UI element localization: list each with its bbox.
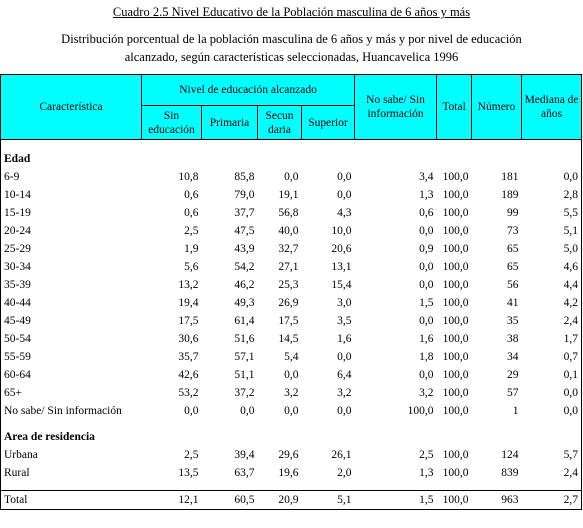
- cell-no-sabe: 1,8: [419, 351, 434, 363]
- cell-primaria: 47,5: [234, 225, 255, 237]
- cell-secundaria: 32,7: [278, 243, 299, 255]
- cell-sin-educacion: 19,4: [178, 297, 199, 309]
- row-label: Total: [1, 491, 142, 510]
- table-row: [1, 186, 582, 204]
- cell-no-sabe: 1,3: [419, 189, 434, 201]
- cell-total: 100,0: [442, 333, 469, 345]
- cell-sin-educacion: 0,0: [184, 405, 199, 417]
- cell-primaria: 85,8: [234, 171, 255, 183]
- header-secundaria: Secun daria: [258, 106, 302, 140]
- header-superior: Superior: [302, 106, 355, 140]
- cell-numero: 181: [501, 171, 519, 183]
- cell-secundaria: 26,9: [278, 297, 299, 309]
- cell-superior: 26,1: [331, 449, 352, 461]
- cell-total: 100,0: [442, 261, 469, 273]
- cell-mediana: 4,2: [522, 294, 582, 312]
- cell-total: 100,0: [442, 225, 469, 237]
- cell-secundaria: 14,5: [278, 333, 299, 345]
- cell-superior: 1,6: [337, 333, 352, 345]
- table-row: [1, 446, 582, 464]
- cell-total: 100,0: [442, 243, 469, 255]
- cell-total: 100,0: [442, 297, 469, 309]
- row-label: 15-19: [1, 204, 142, 222]
- cell-superior: 4,3: [337, 207, 352, 219]
- table-row: [1, 348, 582, 366]
- cell-total: 100,0: [437, 491, 472, 510]
- cell-superior: 3,2: [337, 387, 352, 399]
- cell-numero: 29: [507, 369, 519, 381]
- cell-primaria: 39,4: [234, 449, 255, 461]
- cell-superior: 20,6: [331, 243, 352, 255]
- cell-primaria: 61,4: [234, 315, 255, 327]
- table-row: [1, 222, 582, 240]
- cell-mediana: 5,5: [522, 204, 582, 222]
- cell-sin-educacion: 42,6: [178, 369, 199, 381]
- row-label: 10-14: [1, 186, 142, 204]
- cell-sin-educacion: 2,5: [184, 449, 199, 461]
- table-row: [1, 312, 582, 330]
- cell-numero: 56: [507, 279, 519, 291]
- table-row: [1, 168, 582, 186]
- row-label: Urbana: [1, 446, 142, 464]
- cell-primaria: 51,1: [234, 369, 255, 381]
- row-label: No sabe/ Sin información: [1, 402, 142, 420]
- cell-numero: 99: [507, 207, 519, 219]
- row-label: 55-59: [1, 348, 142, 366]
- cell-mediana: 4,4: [522, 276, 582, 294]
- cell-superior: 0,0: [337, 171, 352, 183]
- cell-total: 100,0: [442, 279, 469, 291]
- cell-mediana: 4,6: [522, 258, 582, 276]
- education-table: [0, 74, 582, 510]
- cell-secundaria: 3,2: [284, 387, 299, 399]
- cell-total: 100,0: [442, 369, 469, 381]
- cell-superior: 3,0: [337, 297, 352, 309]
- cell-numero: 189: [501, 189, 519, 201]
- cell-primaria: 49,3: [234, 297, 255, 309]
- table-row: [1, 240, 582, 258]
- cell-no-sabe: 1,5: [355, 491, 437, 510]
- cell-primaria: 0,0: [240, 405, 255, 417]
- cell-sin-educacion: 10,8: [178, 171, 199, 183]
- cell-no-sabe: 3,2: [419, 387, 434, 399]
- cell-primaria: 57,1: [234, 351, 255, 363]
- cell-primaria: 51,6: [234, 333, 255, 345]
- cell-secundaria: 40,0: [278, 225, 299, 237]
- cell-superior: 0,0: [337, 405, 352, 417]
- cell-no-sabe: 1,5: [419, 297, 434, 309]
- row-label: 60-64: [1, 366, 142, 384]
- cell-mediana: 5,0: [522, 240, 582, 258]
- row-label: 50-54: [1, 330, 142, 348]
- cell-no-sabe: 0,0: [419, 279, 434, 291]
- table-row: [1, 491, 582, 510]
- cell-secundaria: 0,0: [284, 405, 299, 417]
- cell-sin-educacion: 30,6: [178, 333, 199, 345]
- cell-primaria: 60,5: [202, 491, 258, 510]
- cell-superior: 15,4: [331, 279, 352, 291]
- row-label: 20-24: [1, 222, 142, 240]
- cell-secundaria: 5,4: [284, 351, 299, 363]
- cell-numero: 963: [472, 491, 522, 510]
- cell-numero: 65: [507, 243, 519, 255]
- cell-no-sabe: 1,3: [419, 467, 434, 479]
- cell-total: 100,0: [442, 467, 469, 479]
- cell-sin-educacion: 2,5: [184, 225, 199, 237]
- cell-no-sabe: 0,0: [419, 225, 434, 237]
- cell-numero: 38: [507, 333, 519, 345]
- header-numero: Número: [472, 75, 522, 140]
- cell-sin-educacion: 13,2: [178, 279, 199, 291]
- header-caracteristica: Característica: [1, 75, 142, 140]
- row-label: 25-29: [1, 240, 142, 258]
- table-row: [1, 402, 582, 420]
- cell-mediana: 2,4: [522, 464, 582, 482]
- cell-secundaria: 25,3: [278, 279, 299, 291]
- table-row: [1, 384, 582, 402]
- cell-mediana: 0,1: [522, 366, 582, 384]
- table-row: [1, 276, 582, 294]
- cell-total: 100,0: [442, 171, 469, 183]
- cell-mediana: 2,8: [522, 186, 582, 204]
- section-edad: [1, 150, 582, 168]
- cell-total: 100,0: [442, 189, 469, 201]
- cell-sin-educacion: 17,5: [178, 315, 199, 327]
- table-row: [1, 204, 582, 222]
- cell-no-sabe: 0,0: [419, 369, 434, 381]
- cell-mediana: 2,7: [522, 491, 582, 510]
- header-nivel: Nivel de educación alcanzado: [142, 75, 355, 106]
- cell-mediana: 1,7: [522, 330, 582, 348]
- table-row: [1, 464, 582, 482]
- header-primaria: Primaria: [202, 106, 258, 140]
- table-subtitle-line2: alcanzado, según características seleccionadas, Huancavelica 1996: [124, 50, 459, 64]
- cell-mediana: 0,0: [522, 168, 582, 186]
- row-label: 45-49: [1, 312, 142, 330]
- cell-secundaria: 0,0: [284, 369, 299, 381]
- cell-primaria: 46,2: [234, 279, 255, 291]
- cell-no-sabe: 100,0: [407, 405, 434, 417]
- cell-primaria: 63,7: [234, 467, 255, 479]
- cell-mediana: 0,0: [522, 402, 582, 420]
- cell-superior: 6,4: [337, 369, 352, 381]
- cell-primaria: 43,9: [234, 243, 255, 255]
- section-area: [1, 428, 582, 446]
- cell-mediana: 0,0: [522, 384, 582, 402]
- header-total: Total: [437, 75, 472, 140]
- cell-sin-educacion: 1,9: [184, 243, 199, 255]
- cell-no-sabe: 0,6: [419, 207, 434, 219]
- cell-no-sabe: 0,0: [419, 315, 434, 327]
- table-row: [1, 258, 582, 276]
- cell-sin-educacion: 0,6: [184, 189, 199, 201]
- cell-sin-educacion: 35,7: [178, 351, 199, 363]
- section-area-label: Area de residencia: [1, 428, 582, 446]
- cell-sin-educacion: 13,5: [178, 467, 199, 479]
- row-label: 6-9: [1, 168, 142, 186]
- table-row: [1, 330, 582, 348]
- cell-mediana: 2,4: [522, 312, 582, 330]
- cell-numero: 57: [507, 387, 519, 399]
- row-label: 35-39: [1, 276, 142, 294]
- cell-superior: 2,0: [337, 467, 352, 479]
- cell-numero: 839: [501, 467, 519, 479]
- header-mediana: Mediana de años: [522, 75, 582, 140]
- cell-secundaria: 19,1: [278, 189, 299, 201]
- cell-mediana: 0,7: [522, 348, 582, 366]
- cell-numero: 124: [501, 449, 519, 461]
- cell-primaria: 37,2: [234, 387, 255, 399]
- cell-primaria: 54,2: [234, 261, 255, 273]
- table-row: [1, 366, 582, 384]
- cell-superior: 0,0: [337, 351, 352, 363]
- cell-sin-educacion: 5,6: [184, 261, 199, 273]
- cell-superior: 3,5: [337, 315, 352, 327]
- header-sin-educacion: Sin educación: [142, 106, 202, 140]
- cell-secundaria: 27,1: [278, 261, 299, 273]
- cell-secundaria: 19,6: [278, 467, 299, 479]
- table-subtitle-line1: Distribución porcentual de la población masculina de 6 años y más y por nivel de educación: [61, 32, 522, 46]
- cell-no-sabe: 1,6: [419, 333, 434, 345]
- cell-numero: 35: [507, 315, 519, 327]
- cell-numero: 1: [512, 405, 519, 417]
- cell-superior: 13,1: [331, 261, 352, 273]
- row-label: 65+: [1, 384, 142, 402]
- cell-numero: 65: [507, 261, 519, 273]
- cell-sin-educacion: 53,2: [178, 387, 199, 399]
- cell-mediana: 5,1: [522, 222, 582, 240]
- cell-numero: 41: [507, 297, 519, 309]
- cell-sin-educacion: 12,1: [142, 491, 202, 510]
- cell-secundaria: 56,8: [278, 207, 299, 219]
- cell-primaria: 79,0: [234, 189, 255, 201]
- cell-secundaria: 29,6: [278, 449, 299, 461]
- cell-total: 100,0: [442, 405, 469, 417]
- cell-primaria: 37,7: [234, 207, 255, 219]
- cell-superior: 10,0: [331, 225, 352, 237]
- cell-no-sabe: 2,5: [419, 449, 434, 461]
- row-label: 40-44: [1, 294, 142, 312]
- cell-total: 100,0: [442, 315, 469, 327]
- cell-secundaria: 20,9: [258, 491, 302, 510]
- cell-total: 100,0: [442, 449, 469, 461]
- table-body: [1, 140, 582, 510]
- cell-total: 100,0: [442, 207, 469, 219]
- cell-numero: 34: [507, 351, 519, 363]
- cell-no-sabe: 3,4: [419, 171, 434, 183]
- cell-secundaria: 0,0: [284, 171, 299, 183]
- cell-secundaria: 17,5: [278, 315, 299, 327]
- cell-no-sabe: 0,0: [419, 261, 434, 273]
- cell-no-sabe: 0,9: [419, 243, 434, 255]
- header-no-sabe: No sabe/ Sin información: [355, 75, 437, 140]
- cell-numero: 73: [507, 225, 519, 237]
- table-row: [1, 294, 582, 312]
- cell-superior: 5,1: [302, 491, 355, 510]
- cell-total: 100,0: [442, 351, 469, 363]
- cell-sin-educacion: 0,6: [184, 207, 199, 219]
- row-label: 30-34: [1, 258, 142, 276]
- table-title: Cuadro 2.5 Nivel Educativo de la Población masculina de 6 años y más: [112, 5, 471, 19]
- cell-total: 100,0: [442, 387, 469, 399]
- row-label: Rural: [1, 464, 142, 482]
- cell-superior: 0,0: [337, 189, 352, 201]
- section-edad-label: Edad: [1, 150, 582, 168]
- cell-mediana: 5,7: [522, 446, 582, 464]
